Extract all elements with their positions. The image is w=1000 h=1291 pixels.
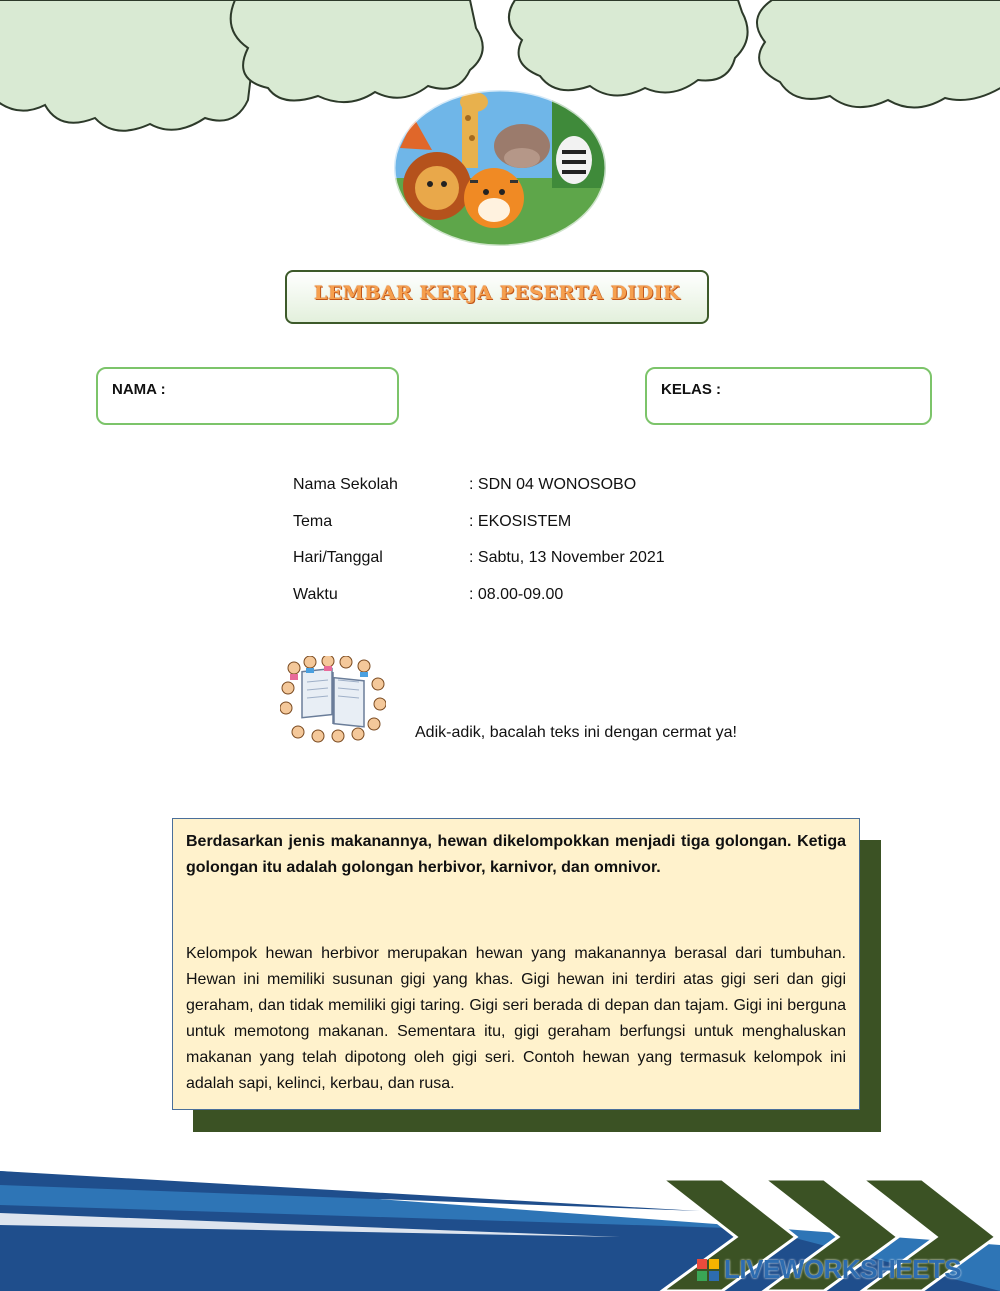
- info-label: Tema: [293, 513, 333, 530]
- children-reading-book-icon: [280, 656, 386, 744]
- info-label: Hari/Tanggal: [293, 549, 383, 566]
- animals-illustration: [392, 88, 608, 248]
- reading-body: Kelompok hewan herbivor merupakan hewan yang makanannya berasal dari tumbuhan. Hewan ini memiliki susunan gigi yang khas. Gigi hewan ini terdiri atas gigi seri dan gigi geraham, dan tidak memiliki gigi taring. Gigi seri berada di depan dan tajam. Gigi ini berguna untuk memotong makanan. Sementara itu, gigi geraham berfungsi untuk menghaluskan makanan yang telah dipotong oleh gigi seri. Contoh hewan yang termasuk kelompok ini adalah sapi, kelinci, kerbau, dan rusa.: [186, 945, 846, 1092]
- kelas-field[interactable]: [645, 367, 932, 425]
- info-value: : SDN 04 WONOSOBO: [469, 476, 637, 493]
- info-label: Nama Sekolah: [293, 476, 398, 493]
- liveworksheets-logo: LIVEWORKSHEETS: [724, 1254, 962, 1284]
- worksheet-title: LEMBAR KERJA PESERTA DIDIK: [313, 282, 681, 304]
- info-value: : 08.00-09.00: [469, 586, 564, 603]
- kelas-label: KELAS :: [661, 381, 721, 398]
- info-label: Waktu: [293, 586, 338, 603]
- worksheet-title-box: [285, 270, 709, 324]
- reading-instruction: Adik-adik, bacalah teks ini dengan cermat ya!: [415, 724, 737, 741]
- info-value: : EKOSISTEM: [469, 513, 572, 530]
- nama-field[interactable]: [96, 367, 399, 425]
- reading-intro: Berdasarkan jenis makanannya, hewan dikelompokkan menjadi tiga golongan. Ketiga golongan itu adalah golongan herbivor, karnivor, dan omnivor.: [186, 833, 846, 876]
- liveworksheets-logo-icon: [697, 1259, 719, 1281]
- info-value: : Sabtu, 13 November 2021: [469, 549, 665, 566]
- nama-label: NAMA :: [112, 381, 166, 398]
- reading-text-box: [172, 818, 860, 1110]
